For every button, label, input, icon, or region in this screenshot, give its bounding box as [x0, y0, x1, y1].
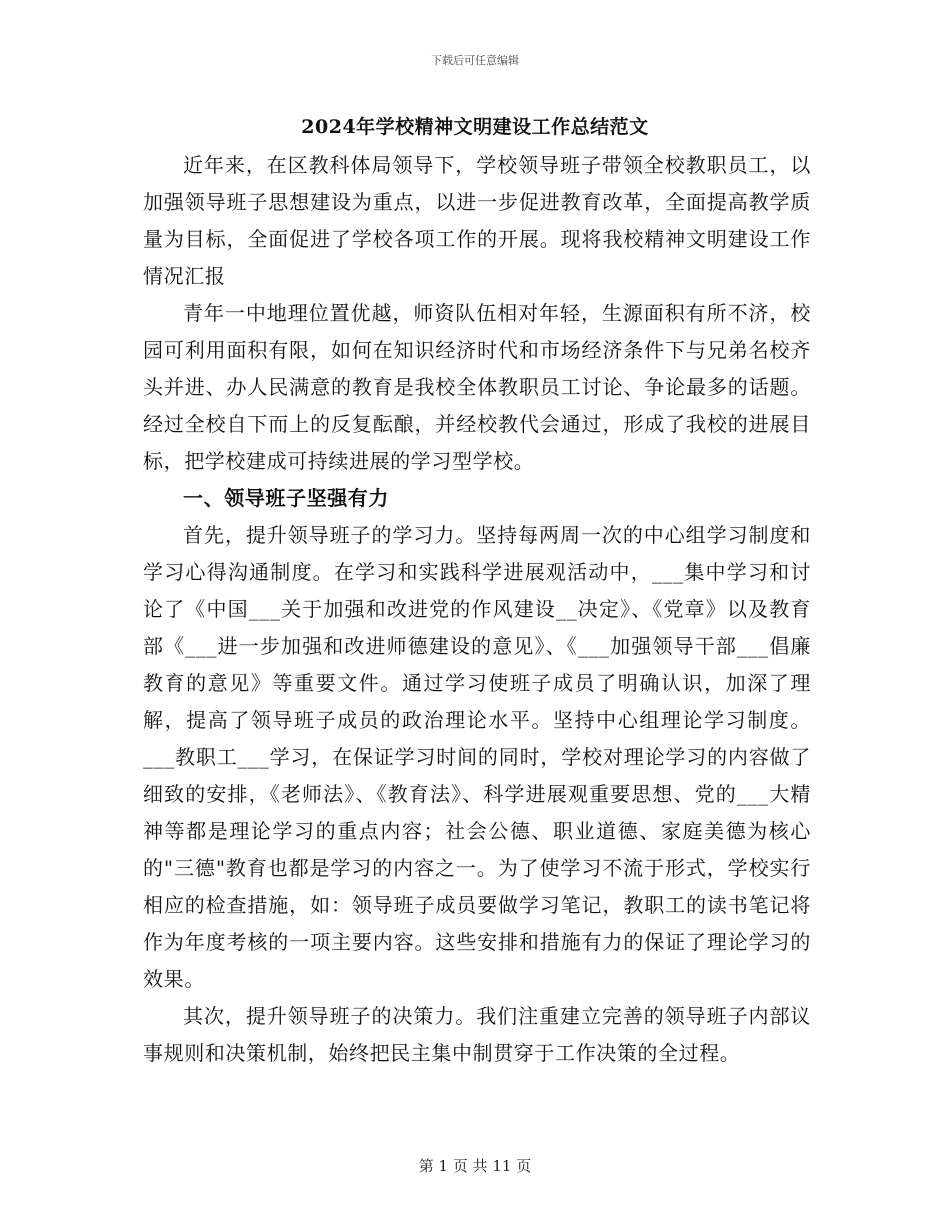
paragraph-intro: 近年来，在区教科体局领导下，学校领导班子带领全校教职员工，以加强领导班子思想建设为重点，以进一步促进教育改革，全面提高教学质量为目标，全面促进了学校各项工作的开展。现将我校精神文明建设工作情况汇报 — [143, 153, 811, 288]
section-heading-1: 一、领导班子坚强有力 — [183, 486, 389, 510]
paragraph-decision: 其次，提升领导班子的决策力。我们注重建立完善的领导班子内部议事规则和决策机制，始终把民主集中制贯穿于工作决策的全过程。 — [143, 1004, 811, 1065]
paragraph-learning: 首先，提升领导班子的学习力。坚持每两周一次的中心组学习制度和学习心得沟通制度。在学习和实践科学进展观活动中，___集中学习和讨论了《中国___关于加强和改进党的作风建设__决定》、《党章》以及教育部《___进一步加强和改进师德建设的意见》、《___加强领导干部___倡廉教育的意见》等重要文件。通过学习使班子成员了明确认识，加深了理解，提高了领导班子成员的政治理论水平。坚持中心组理论学习制度。___教职工___学习，在保证学习时间的同时，学校对理论学习的内容做了细致的安排，《老师法》、《教育法》、科学进展观重要思想、党的___大精神等都是理论学习的重点内容；社会公德、职业道德、家庭美德为核心的"三德"教育也都是学习的内容之一。为了使学习不流于形式，学校实行相应的检查措施，如：领导班子成员要做学习笔记，教职工的读书笔记将作为年度考核的一项主要内容。这些安排和措施有力的保证了理论学习的效果。 — [143, 523, 811, 991]
page-number-footer: 第 1 页 共 11 页 — [418, 1157, 532, 1175]
document-body — [143, 147, 811, 1072]
document-title: 2024年学校精神文明建设工作总结范文 — [301, 116, 649, 138]
page-header-note: 下载后可任意编辑 — [431, 54, 519, 67]
paragraph-background: 青年一中地理位置优越，师资队伍相对年轻，生源面积有所不济，校园可利用面积有限，如何在知识经济时代和市场经济条件下与兄弟名校齐头并进、办人民满意的教育是我校全体教职员工讨论、争论最多的话题。经过全校自下而上的反复酝酿，并经校教代会通过，形成了我校的进展目标，把学校建成可持续进展的学习型学校。 — [143, 301, 811, 473]
